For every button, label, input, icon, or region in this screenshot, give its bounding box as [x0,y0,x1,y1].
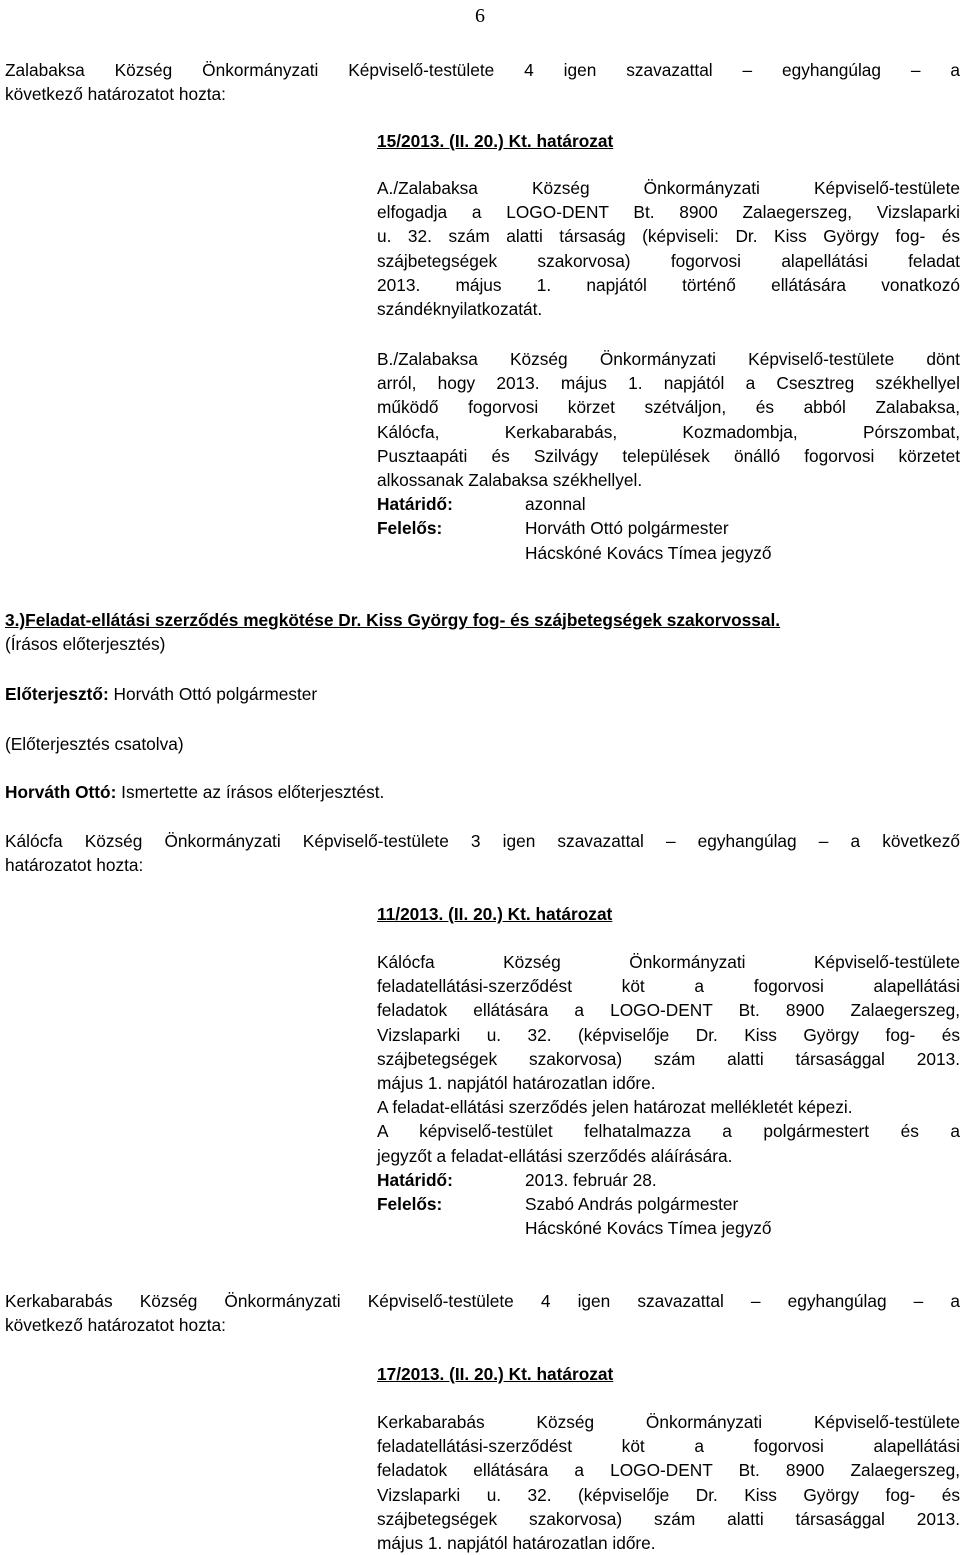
paragraph-line: május 1. napjától határozatlan időre. [377,1073,656,1094]
intro-line: következő határozatot hozta: [5,84,226,105]
intro-line: következő határozatot hozta: [5,1315,226,1336]
attached-note: (Előterjesztés csatolva) [5,734,184,754]
paragraph-line: feladatellátási-szerződést köt a fogorvosi alapellátási [377,1436,960,1457]
intro-line: határozatot hozta: [5,855,144,876]
responsible-label: Felelős: [377,518,443,539]
paragraph-line: elfogadja a LOGO-DENT Bt. 8900 Zalaegerszeg, Vizslaparki [377,202,960,223]
page-number: 6 [475,5,485,27]
paragraph-line: Vizslaparki u. 32. (képviselője Dr. Kiss György fog- és [377,1484,960,1505]
resolution-title-17: 17/2013. (II. 20.) Kt. határozat [377,1364,614,1384]
responsible-person: Hácskóné Kovács Tímea jegyző [525,1218,772,1239]
resolution-part-a [377,176,960,321]
agenda-item [5,608,960,656]
paragraph-line: A./Zalabaksa Község Önkormányzati Képviselő-testülete [377,178,960,198]
annex-line: A feladat-ellátási szerződés jelen határozat mellékletét képezi. [377,1097,853,1118]
responsible-person: Hácskóné Kovács Tímea jegyző [525,542,772,563]
deadline-value: azonnal [525,494,586,515]
kerkabarabas-intro [5,1289,960,1337]
responsible-row [377,516,960,540]
paragraph-line: 2013. május 1. napjától történő ellátására vonatkozó [377,274,960,295]
paragraph-line: szájbetegségek szakorvosa) szám alatti társasággal 2013. [377,1508,960,1529]
kerkabarabas-resolution-body [377,1410,960,1555]
agenda-heading: 3.)Feladat-ellátási szerződés megkötése Dr. Kiss György fog- és szájbetegségek szakorvossal. [5,610,781,630]
written-proposal-note: (Írásos előterjesztés) [5,634,166,655]
deadline-label: Határidő: [377,1169,453,1190]
paragraph-line: működő fogorvosi körzet szétváljon, és abból Zalabaksa, [377,397,960,418]
paragraph-line: szájbetegségek szakorvosa) fogorvosi alapellátási feladat [377,250,960,271]
paragraph-line: szájbetegségek szakorvosa) szám alatti társasággal 2013. [377,1048,960,1069]
paragraph-line: jegyzőt a feladat-ellátási szerződés aláírására. [377,1145,733,1166]
kalocfa-resolution-body [377,950,960,1240]
resolution-part-b [377,347,960,565]
deadline-row [377,492,960,516]
paragraph-line: feladatok ellátására a LOGO-DENT Bt. 8900 Zalaegerszeg, [377,1460,960,1481]
intro-line: Zalabaksa Község Önkormányzati Képviselő-testülete 4 igen szavazattal – egyhangúlag – a [5,60,960,80]
intro-line: Kálócfa Község Önkormányzati Képviselő-testülete 3 igen szavazattal – egyhangúlag – a következő [5,831,960,851]
deadline-label: Határidő: [377,494,453,515]
paragraph-line: B./Zalabaksa Község Önkormányzati Képviselő-testülete dönt [377,349,960,369]
paragraph-line: alkossanak Zalabaksa székhellyel. [377,470,643,491]
presenter-line [5,682,960,706]
responsible-person: Szabó András polgármester [525,1194,739,1215]
zalabaksa-intro [5,58,960,106]
resolution-title-11: 11/2013. (II. 20.) Kt. határozat [377,904,613,924]
responsible-person: Horváth Ottó polgármester [525,518,729,539]
paragraph-line: szándéknyilatkozatát. [377,299,543,320]
paragraph-line: Kálócfa, Kerkabarabás, Kozmadombja, Pórszombat, [377,421,960,442]
paragraph-line: Kerkabarabás Község Önkormányzati Képviselő-testülete [377,1412,960,1432]
paragraph-line: Vizslaparki u. 32. (képviselője Dr. Kiss György fog- és [377,1024,960,1045]
speaker-line [5,780,960,804]
intro-line: Kerkabarabás Község Önkormányzati Képviselő-testülete 4 igen szavazattal – egyhangúlag – a [5,1291,960,1311]
presenter-value: Horváth Ottó polgármester [108,684,318,704]
speaker-label: Horváth Ottó: [5,782,117,802]
paragraph-line: Kálócfa Község Önkormányzati Képviselő-testülete [377,952,960,972]
kalocfa-intro [5,829,960,877]
paragraph-line: feladatellátási-szerződést köt a fogorvosi alapellátási [377,976,960,997]
deadline-value: 2013. február 28. [525,1169,657,1190]
deadline-row [377,1168,960,1192]
paragraph-line: Pusztaapáti és Szilvágy települések önálló fogorvosi körzetet [377,445,960,466]
paragraph-line: arról, hogy 2013. május 1. napjától a Csesztreg székhellyel [377,373,960,394]
resolution-title-15: 15/2013. (II. 20.) Kt. határozat [377,131,614,151]
speaker-text: Ismertette az írásos előterjesztést. [116,782,385,802]
responsible-row [377,1192,960,1216]
paragraph-line: A képviselő-testület felhatalmazza a polgármestert és a [377,1121,960,1142]
paragraph-line: feladatok ellátására a LOGO-DENT Bt. 8900 Zalaegerszeg, [377,1000,960,1021]
paragraph-line: u. 32. szám alatti társaság (képviseli: Dr. Kiss György fog- és [377,226,960,247]
presenter-label: Előterjesztő: [5,684,109,704]
paragraph-line: május 1. napjától határozatlan időre. [377,1533,656,1554]
responsible-label: Felelős: [377,1194,443,1215]
